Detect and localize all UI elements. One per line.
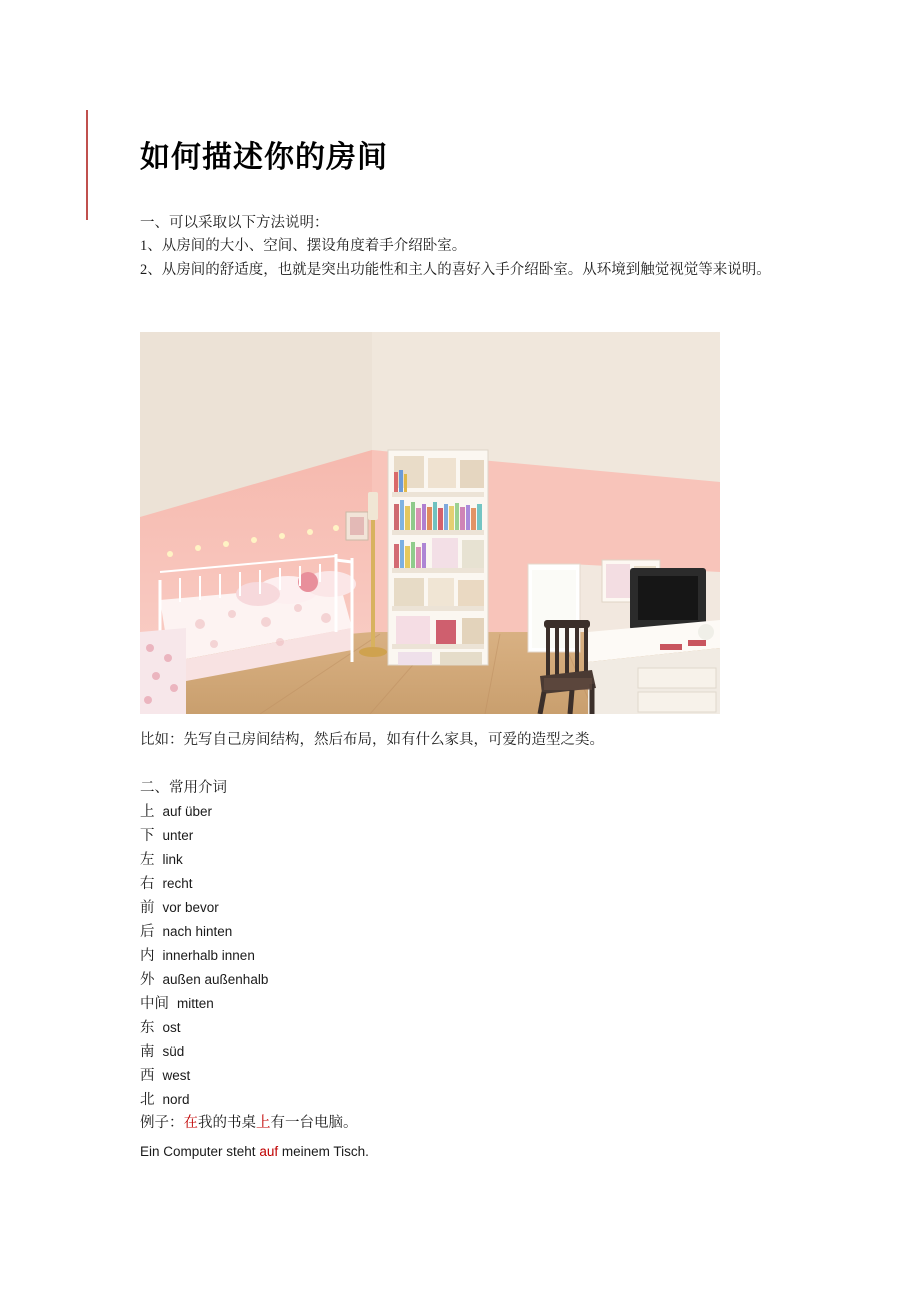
list-item (140, 1016, 540, 1040)
section-one-item-2: 2、从房间的舒适度，也就是突出功能性和主人的喜好入手介绍卧室。从环境到触觉视觉等来说明。 (140, 261, 771, 278)
preposition-de: außen außenhalb (162, 972, 269, 987)
section-one-heading: 一、可以采取以下方法说明： (140, 215, 329, 231)
section-one-item-1: 1、从房间的大小、空间、摆设角度着手介绍卧室。 (140, 238, 467, 255)
example-highlight-auf: auf (259, 1144, 279, 1160)
preposition-de: süd (162, 1044, 185, 1059)
example-highlight-shang: 上 (256, 1115, 271, 1131)
preposition-cn: 中间 (140, 996, 169, 1012)
example-german (140, 1141, 369, 1163)
preposition-de: auf über (162, 804, 213, 819)
preposition-de: recht (162, 876, 193, 891)
list-item (140, 848, 540, 872)
photo-caption: 比如：先写自己房间结构，然后布局，如有什么家具，可爱的造型之类。 (140, 732, 604, 748)
preposition-cn: 西 (140, 1068, 155, 1084)
preposition-de: unter (162, 828, 194, 843)
preposition-de: vor bevor (162, 900, 219, 915)
preposition-de: mitten (177, 996, 214, 1011)
preposition-cn: 上 (140, 804, 155, 820)
list-item (140, 992, 540, 1016)
preposition-de: nord (162, 1092, 190, 1107)
preposition-cn: 外 (140, 972, 155, 988)
preposition-list (140, 800, 540, 1112)
preposition-cn: 左 (140, 852, 155, 868)
example-block (140, 1112, 369, 1163)
list-item (140, 872, 540, 896)
title-accent-rule (86, 110, 88, 220)
list-item (140, 944, 540, 968)
preposition-cn: 内 (140, 948, 155, 964)
section-one (140, 212, 785, 282)
preposition-de: ost (162, 1020, 181, 1035)
preposition-de: innerhalb innen (162, 948, 255, 963)
preposition-cn: 南 (140, 1044, 155, 1060)
preposition-cn: 后 (140, 924, 155, 940)
bedroom-photo-illustration (140, 332, 720, 714)
list-item (140, 824, 540, 848)
list-item (140, 800, 540, 824)
preposition-cn: 北 (140, 1092, 155, 1108)
preposition-cn: 下 (140, 828, 155, 844)
example-label: 例子： (140, 1115, 184, 1131)
list-item (140, 1064, 540, 1088)
page-title: 如何描述你的房间 (140, 141, 388, 174)
preposition-de: nach hinten (162, 924, 233, 939)
example-highlight-zai: 在 (183, 1115, 198, 1131)
example-chinese (140, 1112, 369, 1135)
list-item (140, 1088, 540, 1112)
example-de-end: meinem Tisch. (278, 1144, 369, 1160)
list-item (140, 968, 540, 992)
preposition-cn: 前 (140, 900, 155, 916)
list-item (140, 896, 540, 920)
preposition-de: link (162, 852, 183, 867)
section-two-heading: 二、常用介词 (140, 780, 227, 796)
preposition-cn: 右 (140, 876, 155, 892)
preposition-de: west (162, 1068, 191, 1083)
list-item (140, 920, 540, 944)
example-de-start: Ein Computer steht (140, 1144, 260, 1160)
example-cn-mid: 我的书桌 (198, 1115, 256, 1131)
preposition-cn: 东 (140, 1020, 155, 1036)
bedroom-photo (140, 332, 720, 714)
list-item (140, 1040, 540, 1064)
example-cn-end: 有一台电脑。 (270, 1115, 358, 1131)
